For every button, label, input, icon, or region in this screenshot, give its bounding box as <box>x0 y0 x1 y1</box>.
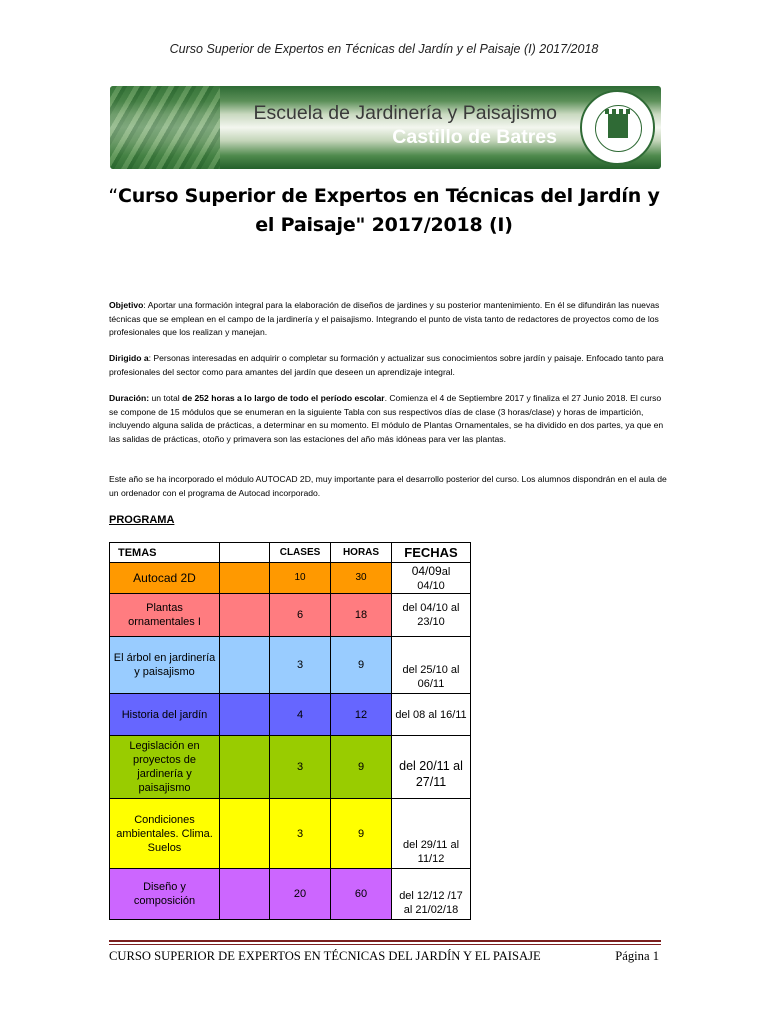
clases-cell: 20 <box>270 869 331 920</box>
color-cell <box>220 694 270 736</box>
color-cell <box>220 736 270 799</box>
running-header: Curso Superior de Expertos en Técnicas del Jardín y el Paisaje (I) 2017/2018 <box>169 42 599 56</box>
duracion-hours: de 252 horas a lo largo de todo el período escolar <box>182 393 385 403</box>
fecha-cell <box>392 563 471 594</box>
color-cell <box>220 637 270 694</box>
table-row <box>110 637 471 694</box>
color-cell <box>220 799 270 869</box>
table-row <box>110 563 471 594</box>
fecha-cell: del 12/12 /17 al 21/02/18 <box>392 869 471 920</box>
dirigido-paragraph <box>109 352 669 379</box>
school-banner <box>110 86 661 169</box>
table-row <box>110 799 471 869</box>
duracion-label: Duración: <box>109 393 150 403</box>
fecha-cell: del 25/10 al 06/11 <box>392 637 471 694</box>
header-empty <box>220 543 270 563</box>
programa-heading: PROGRAMA <box>109 514 175 526</box>
banner-castle-name: Castillo de Batres <box>392 126 557 148</box>
table-row <box>110 869 471 920</box>
header-horas: HORAS <box>331 543 392 563</box>
school-seal-icon <box>580 90 655 165</box>
horas-cell: 9 <box>331 799 392 869</box>
clases-cell: 3 <box>270 736 331 799</box>
fecha-cell: del 20/11 al 27/11 <box>392 736 471 799</box>
footer-page-number: Página 1 <box>615 949 659 963</box>
fecha-cell: del 04/10 al 23/10 <box>392 594 471 637</box>
dirigido-label: Dirigido a <box>109 353 149 363</box>
table-row <box>110 694 471 736</box>
table-row <box>110 594 471 637</box>
duracion-text-before: un total <box>149 393 183 403</box>
clases-cell: 4 <box>270 694 331 736</box>
clases-cell: 3 <box>270 799 331 869</box>
fecha-cell: del 29/11 al 11/12 <box>392 799 471 869</box>
tema-cell: Historia del jardín <box>110 694 220 736</box>
header-fechas: FECHAS <box>392 543 471 563</box>
tema-cell: Legislación en proyectos de jardinería y paisajismo <box>110 736 220 799</box>
clases-cell: 10 <box>270 563 331 594</box>
horas-cell: 18 <box>331 594 392 637</box>
programa-table <box>109 542 471 920</box>
banner-school-name: Escuela de Jardinería y Paisajismo <box>253 102 557 124</box>
tema-cell: Condiciones ambientales. Clima. Suelos <box>110 799 220 869</box>
tema-cell: Autocad 2D <box>110 563 220 594</box>
fecha-al: al <box>441 565 451 578</box>
horas-cell: 12 <box>331 694 392 736</box>
duracion-paragraph <box>109 392 669 446</box>
color-cell <box>220 869 270 920</box>
horas-cell: 60 <box>331 869 392 920</box>
document-title <box>100 182 668 240</box>
horas-cell: 30 <box>331 563 392 594</box>
objetivo-text: : Aportar una formación integral para la elaboración de diseños de jardines y su posterior mantenimiento. En él se difundirán las nuevas técnicas que se emplean en el campo de la jardinería y el paisajismo. Integrando el punto de vista tanto de redactores de proyectos como de los profesionales que los realizan y manejan. <box>109 300 660 337</box>
table-header-row <box>110 543 471 563</box>
dirigido-text: : Personas interesadas en adquirir o completar su formación y actualizar sus conocimientos sobre jardín y paisaje. Enfocado tanto para profesionales del sector como para amantes del jardín que deseen un aprendizaje integral. <box>109 353 664 377</box>
objetivo-paragraph <box>109 299 669 340</box>
footer-title: CURSO SUPERIOR DE EXPERTOS EN TÉCNICAS DEL JARDÍN Y EL PAISAJE <box>109 949 541 963</box>
tema-cell: El árbol en jardinería y paisajismo <box>110 637 220 694</box>
fecha-cell: del 08 al 16/11 <box>392 694 471 736</box>
banner-foliage <box>110 86 220 169</box>
header-temas: TEMAS <box>110 543 220 563</box>
color-cell <box>220 563 270 594</box>
autocad-paragraph <box>109 473 669 500</box>
color-cell <box>220 594 270 637</box>
clases-cell: 6 <box>270 594 331 637</box>
tema-cell: Diseño y composición <box>110 869 220 920</box>
objetivo-label: Objetivo <box>109 300 144 310</box>
horas-cell: 9 <box>331 637 392 694</box>
title-open-quote: “ <box>108 185 118 207</box>
clases-cell: 3 <box>270 637 331 694</box>
horas-cell: 9 <box>331 736 392 799</box>
table-row <box>110 736 471 799</box>
fecha-start: 04/09 <box>411 563 442 578</box>
duracion-text-after: . Comienza el 4 de Septiembre 2017 y finaliza el 27 Junio 2018. El curso se compone de 15 módulos que se enumeran en la siguiente Tabla con sus respectivos días de clase (3 horas/clase) y horas de impartición, incluyendo alguna salida de prácticas, a determinar en su momento. El módulo de Plantas Ornamentales, se ha dividido en dos partes, ya que en las salidas de prácticas, otoño y primavera son las estaciones del año más idóneas para ver las plantas. <box>109 393 664 444</box>
autocad-text: Este año se ha incorporado el módulo AUTOCAD 2D, muy importante para el desarrollo posterior del curso. Los alumnos dispondrán en el aula de un ordenador con el programa de Autocad incorporado. <box>109 474 667 498</box>
title-text: Curso Superior de Expertos en Técnicas del Jardín y el Paisaje" 2017/2018 (I) <box>117 185 660 236</box>
tema-cell: Plantas ornamentales I <box>110 594 220 637</box>
footer-divider <box>109 940 661 945</box>
fecha-end: 04/10 <box>417 579 445 592</box>
header-clases: CLASES <box>270 543 331 563</box>
